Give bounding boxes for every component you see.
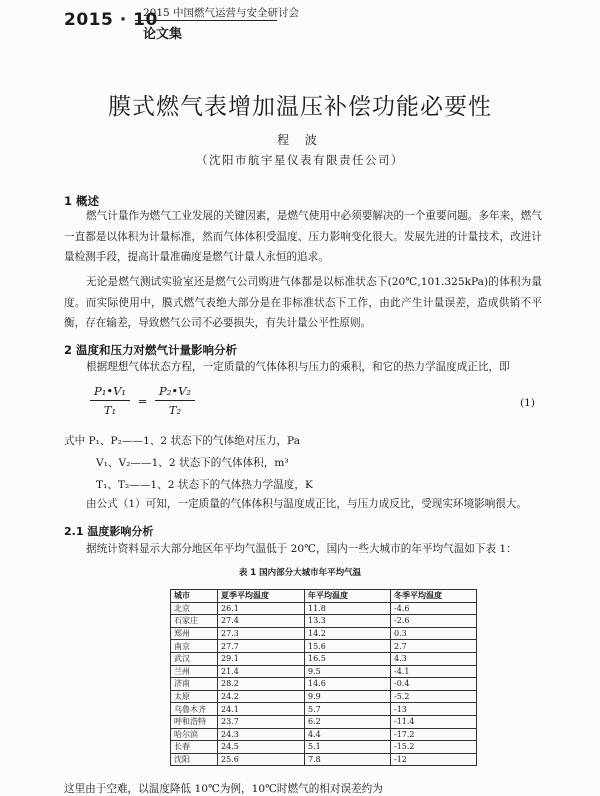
cell-annual-avg: 7.8 (305, 753, 391, 766)
where-line-volume: V₁、V₂——1、2 状态下的气体体积，m³ (96, 457, 289, 469)
cell-summer-avg: 26.1 (218, 602, 305, 615)
table-row (171, 703, 477, 716)
formula-equals-sign: = (137, 393, 148, 408)
cell-summer-avg: 24.2 (218, 690, 305, 703)
cell-city: 北京 (171, 602, 218, 615)
header-annual-avg: 年平均温度 (305, 590, 391, 603)
table-row (171, 678, 477, 691)
cell-winter-avg: -0.4 (391, 678, 477, 691)
cell-city: 长春 (171, 741, 218, 754)
where-line-pressure: 式中 P₁、P₂——1、2 状态下的气体绝对压力，Pa (64, 435, 301, 447)
header-rule (135, 20, 277, 21)
cell-city: 南京 (171, 640, 218, 653)
header-summer-avg: 夏季平均温度 (218, 590, 305, 603)
cell-city: 乌鲁木齐 (171, 703, 218, 716)
cell-summer-avg: 24.5 (218, 741, 305, 754)
table-row (171, 741, 477, 754)
cell-city: 石家庄 (171, 615, 218, 628)
cell-winter-avg: -2.6 (391, 615, 477, 628)
cell-city: 沈阳 (171, 753, 218, 766)
cell-summer-avg: 24.1 (218, 703, 305, 716)
cell-city: 济南 (171, 678, 218, 691)
formula-left-numerator: P₁•V₁ (90, 384, 130, 401)
cell-annual-avg: 11.8 (305, 602, 391, 615)
cell-winter-avg: -11.4 (391, 715, 477, 728)
equation-number: (1) (520, 397, 536, 409)
section-1-paragraph-1: 燃气计量作为燃气工业发展的关键因素，是燃气使用中必须要解决的一个重要问题。多年来，燃气一直都是以体积为计量标准，然而气体体积受温度、压力影响变化很大。发展先进的计量技术，改进计量检测手段，提高计量准确度是燃气计量人永恒的追求。 (64, 210, 542, 263)
cell-winter-avg: -5.2 (391, 690, 477, 703)
table-row (171, 652, 477, 665)
cell-annual-avg: 9.5 (305, 665, 391, 678)
cell-winter-avg: -12 (391, 753, 477, 766)
table-row (171, 690, 477, 703)
cell-annual-avg: 14.6 (305, 678, 391, 691)
journal-year: 2015 · 10 (64, 10, 158, 30)
cell-city: 兰州 (171, 665, 218, 678)
cell-winter-avg: -15.2 (391, 741, 477, 754)
formula-right-numerator: P₂•V₂ (155, 384, 195, 401)
cell-summer-avg: 25.6 (218, 753, 305, 766)
cell-summer-avg: 28.2 (218, 678, 305, 691)
table-row (171, 602, 477, 615)
cell-winter-avg: 2.7 (391, 640, 477, 653)
cell-winter-avg: 0.3 (391, 627, 477, 640)
cell-winter-avg: -4.6 (391, 602, 477, 615)
table-header-row (171, 590, 477, 603)
cell-summer-avg: 27.3 (218, 627, 305, 640)
formula-right-fraction (155, 384, 195, 417)
gas-law-formula (90, 384, 195, 417)
cell-summer-avg: 23.7 (218, 715, 305, 728)
table-row (171, 615, 477, 628)
cell-city: 太原 (171, 690, 218, 703)
paper-title: 膜式燃气表增加温压补偿功能必要性 (108, 94, 492, 121)
section-2-paragraph-2: 由公式（1）可知，一定质量的气体体积与温度成正比，与压力成反比，受现实环境影响很大。 (86, 498, 528, 510)
section-2-1-heading: 2.1 温度影响分析 (64, 525, 154, 538)
table-row (171, 715, 477, 728)
cell-winter-avg: -4.1 (391, 665, 477, 678)
cell-summer-avg: 29.1 (218, 652, 305, 665)
formula-left-fraction (90, 384, 130, 417)
conference-name: 2015 中国燃气运营与安全研讨会 (143, 7, 300, 19)
section-1-paragraph-2: 无论是燃气测试实验室还是燃气公司购进气体都是以标准状态下(20℃,101.325kPa)的体积为量度。而实际使用中，膜式燃气表绝大部分是在非标准状态下工作，由此产生计量误差，造成供销不平衡，存在输差，导致燃气公司不必要损失，有失计量公平性原则。 (64, 276, 542, 329)
cell-annual-avg: 9.9 (305, 690, 391, 703)
cell-annual-avg: 6.2 (305, 715, 391, 728)
cell-city: 郑州 (171, 627, 218, 640)
cell-annual-avg: 14.2 (305, 627, 391, 640)
formula-left-denominator: T₁ (103, 403, 117, 417)
city-temperature-table (170, 589, 477, 766)
section-2-1-paragraph: 据统计资料显示大部分地区年平均气温低于 20℃，国内一些大城市的年平均气温如下表 1： (86, 543, 517, 555)
cell-city: 哈尔滨 (171, 728, 218, 741)
table-row (171, 665, 477, 678)
cell-annual-avg: 15.6 (305, 640, 391, 653)
section-1-heading: 1 概述 (64, 194, 100, 208)
header-winter-avg: 冬季平均温度 (391, 590, 477, 603)
cell-winter-avg: -13 (391, 703, 477, 716)
cell-summer-avg: 27.7 (218, 640, 305, 653)
cell-city: 武汉 (171, 652, 218, 665)
section-2-paragraph-1: 根据理想气体状态方程，一定质量的气体体积与压力的乘积，和它的热力学温度成正比，即 (86, 361, 510, 373)
cell-annual-avg: 4.4 (305, 728, 391, 741)
table-row (171, 753, 477, 766)
truncated-bottom-line: 这里由于空难，以温度降低 10℃为例，10℃时燃气的相对误差约为 (64, 783, 383, 795)
cell-summer-avg: 21.4 (218, 665, 305, 678)
author-name: 程 波 (277, 133, 323, 147)
header-city: 城市 (171, 590, 218, 603)
cell-city: 呼和浩特 (171, 715, 218, 728)
cell-annual-avg: 5.1 (305, 741, 391, 754)
collection-label: 论文集 (143, 27, 183, 42)
table-row (171, 640, 477, 653)
cell-annual-avg: 16.5 (305, 652, 391, 665)
table-row (171, 627, 477, 640)
cell-winter-avg: -17.2 (391, 728, 477, 741)
formula-right-denominator: T₂ (168, 403, 182, 417)
cell-annual-avg: 5.7 (305, 703, 391, 716)
section-2-heading: 2 温度和压力对燃气计量影响分析 (64, 343, 238, 357)
table-caption: 表 1 国内部分大城市年平均气温 (238, 568, 362, 578)
table-row (171, 728, 477, 741)
cell-summer-avg: 24.3 (218, 728, 305, 741)
cell-annual-avg: 13.3 (305, 615, 391, 628)
cell-summer-avg: 27.4 (218, 615, 305, 628)
where-line-temperature: T₁、T₂——1、2 状态下的气体热力学温度，K (96, 479, 313, 491)
author-affiliation: （沈阳市航宇星仪表有限责任公司） (196, 153, 404, 167)
cell-winter-avg: 4.3 (391, 652, 477, 665)
